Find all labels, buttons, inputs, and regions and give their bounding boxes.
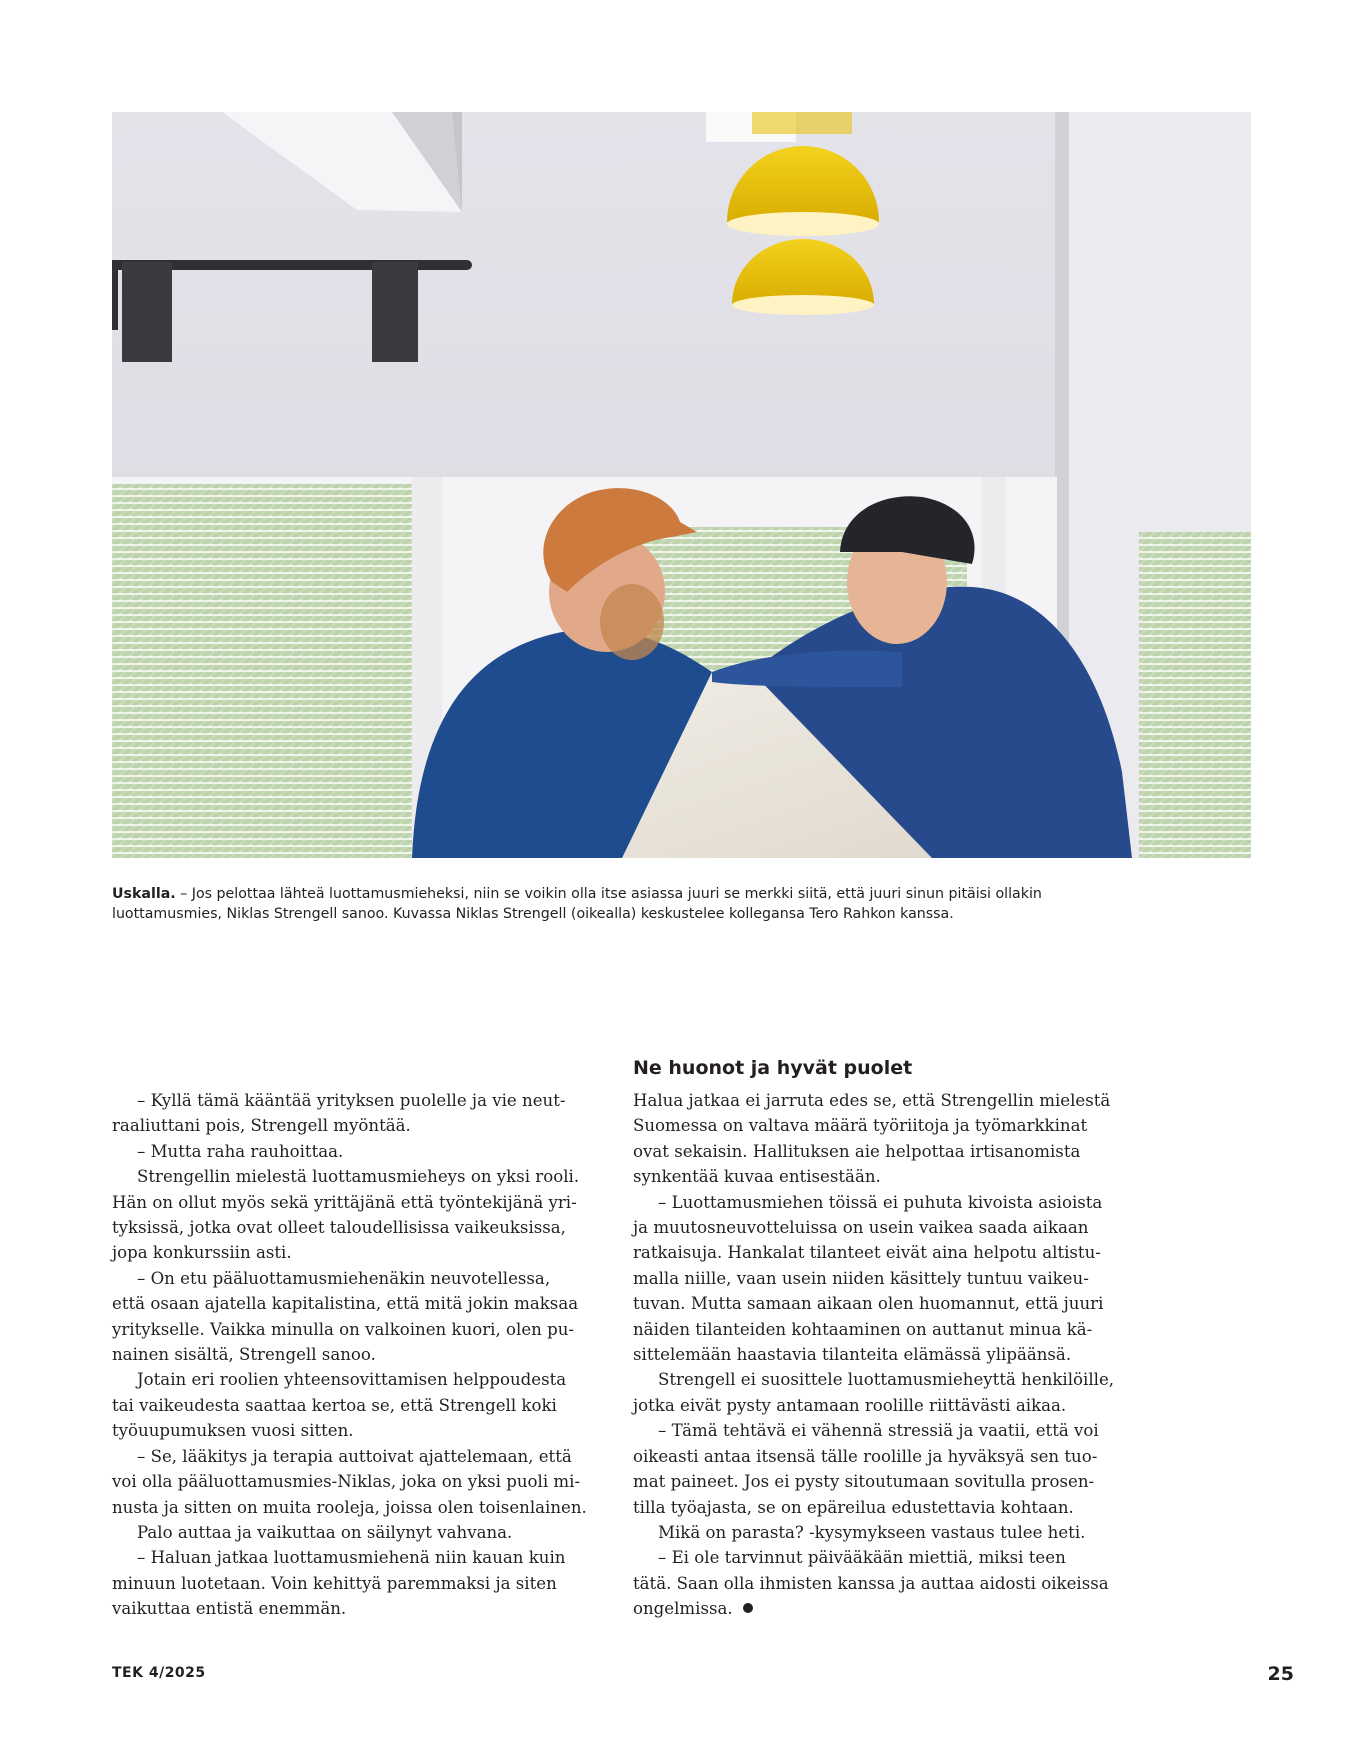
issue-label: TEK 4/2025 (112, 1665, 206, 1681)
paragraph-line: – Ei ole tarvinnut päivääkään miettiä, miksi teen (658, 1548, 1066, 1568)
photo-caption (112, 884, 1112, 924)
article-photo (112, 112, 1251, 858)
paragraph-line: jopa konkurssiin asti. (112, 1243, 292, 1263)
paragraph-line: tyksissä, jotka ovat olleet taloudellisissa vaikeuksissa, (112, 1218, 566, 1238)
caption-line: – Jos pelottaa lähteä luottamusmieheksi, niin se voikin olla itse asiassa juuri se merkki siitä, että juuri sinun pitäisi ollakin (175, 886, 1042, 902)
paragraph-line: jotka eivät pysty antamaan roolille riittävästi aikaa. (633, 1395, 1067, 1415)
caption-lead: Uskalla. (112, 886, 176, 902)
paragraph-line: ovat sekaisin. Hallituksen aie helpottaa irtisanomista (633, 1141, 1081, 1161)
paragraph-line: – Tämä tehtävä ei vähennä stressiä ja vaatii, että voi (658, 1421, 1099, 1441)
paragraph-line: tuvan. Mutta samaan aikaan olen huomannut, että juuri (633, 1294, 1104, 1314)
paragraph-line: Suomessa on valtava määrä työriitoja ja työmarkkinat (633, 1116, 1088, 1136)
paragraph-line: Jotain eri roolien yhteensovittamisen helppoudesta (137, 1370, 567, 1390)
paragraph-line: – Mutta raha rauhoittaa. (137, 1141, 344, 1161)
paragraph-line: nainen sisältä, Strengell sanoo. (112, 1345, 376, 1365)
paragraph-line: Palo auttaa ja vaikuttaa on säilynyt vahvana. (137, 1522, 513, 1542)
paragraph-line: Halua jatkaa ei jarruta edes se, että Strengellin mielestä (633, 1091, 1111, 1110)
paragraph-line: – Se, lääkitys ja terapia auttoivat ajattelemaan, että (137, 1446, 572, 1466)
photo-illustration (112, 112, 1251, 858)
paragraph-line: Hän on ollut myös sekä yrittäjänä että työntekijänä yri- (112, 1192, 577, 1212)
paragraph-line-last (633, 1596, 1123, 1621)
paragraph-line: – Kyllä tämä kääntää yrityksen puolelle ja vie neut- (137, 1091, 566, 1110)
paragraph-line: Strengell ei suosittele luottamusmieheyttä henkilöille, (658, 1370, 1115, 1390)
paragraph-line: ongelmissa. (633, 1599, 733, 1619)
paragraph-line: tätä. Saan olla ihmisten kanssa ja auttaa aidosti oikeissa (633, 1573, 1109, 1593)
paragraph-line: näiden tilanteiden kohtaaminen on auttanut minua kä- (633, 1319, 1093, 1339)
page-number: 25 (1267, 1663, 1294, 1685)
paragraph-line: tai vaikeudesta saattaa kertoa se, että Strengell koki (112, 1395, 557, 1415)
section-subheading: Ne huonot ja hyvät puolet (633, 1057, 913, 1079)
paragraph-line: – Luottamusmiehen töissä ei puhuta kivoista asioista (658, 1192, 1103, 1212)
paragraph-line: nusta ja sitten on muita rooleja, joissa olen toisenlainen. (112, 1497, 587, 1517)
end-of-article-bullet-icon (743, 1603, 753, 1613)
paragraph-line: oikeasti antaa itsensä tälle roolille ja hyväksyä sen tuo- (633, 1446, 1098, 1466)
paragraph-line: yritykselle. Vaikka minulla on valkoinen kuori, olen pu- (112, 1319, 575, 1339)
paragraph-line: synkentää kuvaa entisestään. (633, 1167, 881, 1187)
paragraph-line: sittelemään haastavia tilanteita elämässä ylipäänsä. (633, 1345, 1072, 1365)
paragraph-line: vaikuttaa entistä enemmän. (112, 1599, 347, 1619)
paragraph-line: minuun luotetaan. Voin kehittyä paremmaksi ja siten (112, 1573, 557, 1593)
paragraph-line: Strengellin mielestä luottamusmieheys on yksi rooli. (137, 1167, 580, 1187)
article-column-left (112, 1088, 602, 1622)
paragraph-line: – Haluan jatkaa luottamusmiehenä niin kauan kuin (137, 1548, 566, 1568)
paragraph-line: Mikä on parasta? -kysymykseen vastaus tulee heti. (658, 1522, 1086, 1542)
article-column-right (633, 1088, 1123, 1622)
paragraph-line: – On etu pääluottamusmiehenäkin neuvotellessa, (137, 1268, 551, 1288)
paragraph-line: mat paineet. Jos ei pysty sitoutumaan sovitulla prosen- (633, 1472, 1095, 1492)
paragraph-line: tilla työajasta, se on epäreilua edustettavia kohtaan. (633, 1497, 1074, 1517)
caption-line: luottamusmies, Niklas Strengell sanoo. Kuvassa Niklas Strengell (oikealla) keskustelee kollegansa Tero Rahkon kanssa. (112, 906, 954, 922)
paragraph-line: ratkaisuja. Hankalat tilanteet eivät aina helpotu altistu- (633, 1243, 1101, 1263)
paragraph-line: ja muutosneuvotteluissa on usein vaikea saada aikaan (633, 1218, 1089, 1238)
paragraph-line: voi olla pääluottamusmies-Niklas, joka on yksi puoli mi- (112, 1472, 581, 1492)
paragraph-line: malla niille, vaan usein niiden käsittely tuntuu vaikeu- (633, 1268, 1089, 1288)
paragraph-line: raaliuttani pois, Strengell myöntää. (112, 1116, 411, 1136)
paragraph-line: työuupumuksen vuosi sitten. (112, 1421, 354, 1441)
paragraph-line: että osaan ajatella kapitalistina, että mitä jokin maksaa (112, 1294, 579, 1314)
